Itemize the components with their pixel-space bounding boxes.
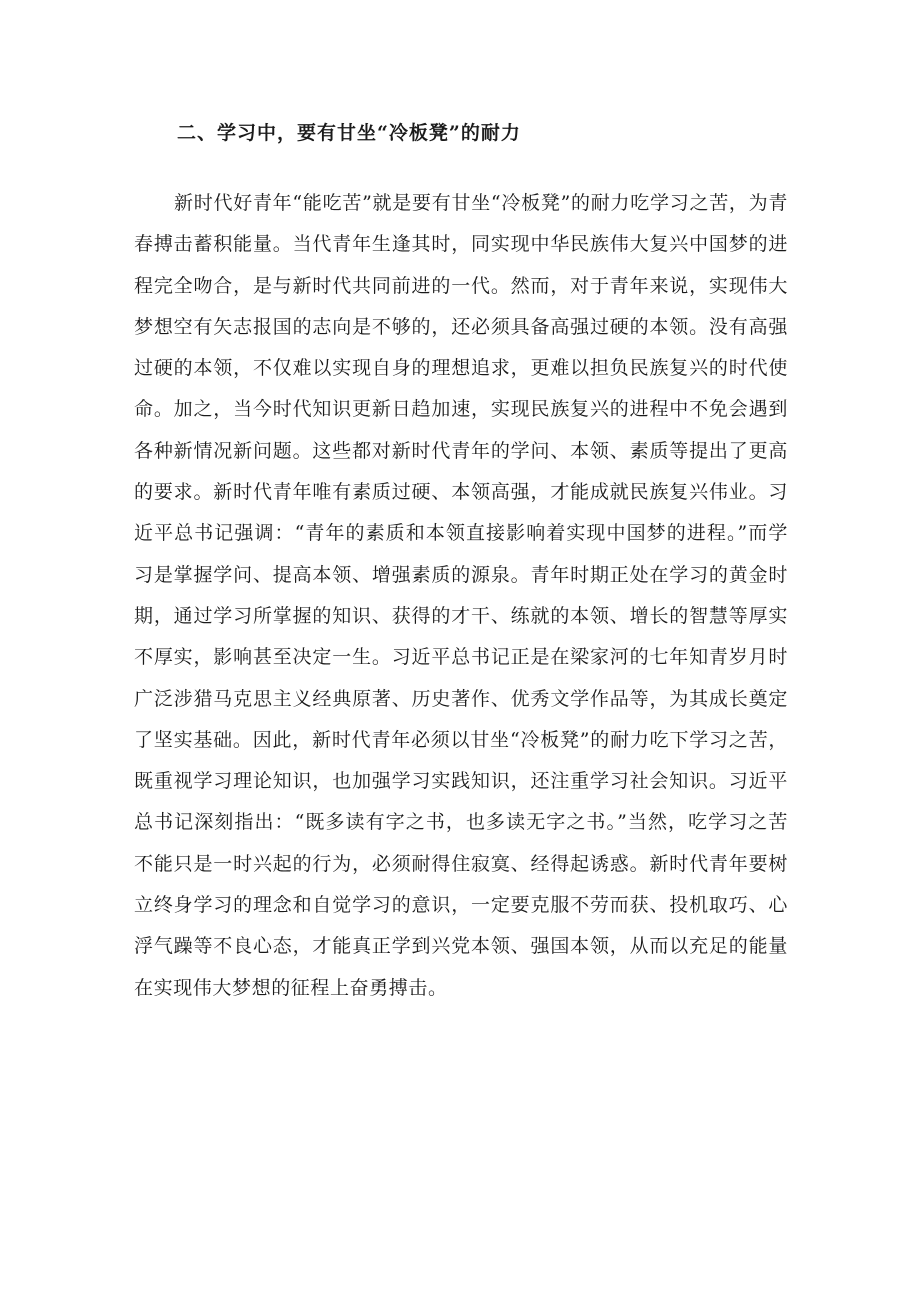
- section-heading: 二、学习中，要有甘坐“冷板凳”的耐力: [177, 122, 521, 144]
- body-paragraph: 新时代好青年“能吃苦”就是要有甘坐“冷板凳”的耐力吃学习之苦，为青春搏击蓄积能量。当代青年生逢其时，同实现中华民族伟大复兴中国梦的进程完全吻合，是与新时代共同前进的一代。然而，对于青年来说，实现伟大梦想空有矢志报国的志向是不够的，还必须具备高强过硬的本领。没有高强过硬的本领，不仅难以实现自身的理想追求，更难以担负民族复兴的时代使命。加之，当今时代知识更新日趋加速，实现民族复兴的进程中不免会遇到各种新情况新问题。这些都对新时代青年的学问、本领、素质等提出了更高的要求。新时代青年唯有素质过硬、本领高强，才能成就民族复兴伟业。习近平总书记强调：“青年的素质和本领直接影响着实现中国梦的进程。”而学习是掌握学问、提高本领、增强素质的源泉。青年时期正处在学习的黄金时期，通过学习所掌握的知识、获得的才干、练就的本领、增长的智慧等厚实不厚实，影响甚至决定一生。习近平总书记正是在梁家河的七年知青岁月时广泛涉猎马克思主义经典原著、历史著作、优秀文学作品等，为其成长奠定了坚实基础。因此，新时代青年必须以甘坐“冷板凳”的耐力吃下学习之苦，既重视学习理论知识，也加强学习实践知识，还注重学习社会知识。习近平总书记深刻指出：“既多读有字之书，也多读无字之书。”当然，吃学习之苦不能只是一时兴起的行为，必须耐得住寂寞、经得起诱惑。新时代青年要树立终身学习的理念和自觉学习的意识，一定要克服不劳而获、投机取巧、心浮气躁等不良心态，才能真正学到兴党本领、强国本领，从而以充足的能量在实现伟大梦想的征程上奋勇搏击。: [134, 192, 788, 999]
